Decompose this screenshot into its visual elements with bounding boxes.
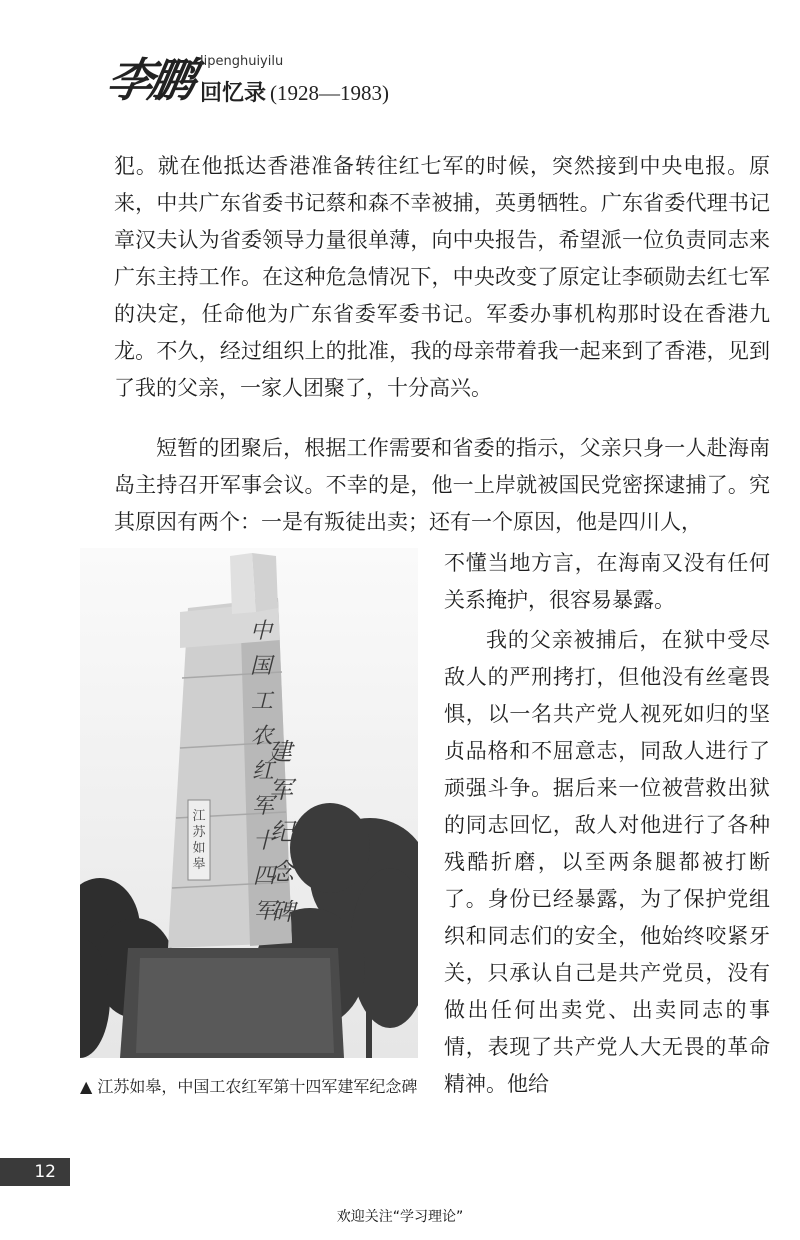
svg-text:苏: 苏 xyxy=(192,825,206,840)
book-title-text: 回忆录 xyxy=(200,81,267,106)
svg-text:中: 中 xyxy=(249,619,273,644)
svg-text:工: 工 xyxy=(250,689,274,714)
paragraph-3: 不懂当地方言，在海南又没有任何关系掩护，很容易暴露。 xyxy=(444,551,770,612)
monument-illustration xyxy=(80,548,418,1058)
svg-text:念: 念 xyxy=(270,858,294,886)
svg-text:四: 四 xyxy=(252,864,276,889)
svg-text:皋: 皋 xyxy=(192,857,206,872)
svg-text:农: 农 xyxy=(250,724,274,749)
book-title xyxy=(200,76,389,107)
svg-text:江: 江 xyxy=(192,809,206,824)
running-header xyxy=(102,44,508,114)
svg-text:十: 十 xyxy=(252,829,276,854)
calligraphy-logo: 李鹏 xyxy=(102,53,197,107)
svg-text:如: 如 xyxy=(192,841,206,856)
paragraph-4: 我的父亲被捕后，在狱中受尽敌人的严刑拷打，但他没有丝毫畏惧，以一名共产党人视死如归的坚贞品格和不屈意志，同敌人进行了顽强斗争。据后来一位被营救出狱的同志回忆，敌人对他进行了各种残酷折磨，以至两条腿都被打断了。身份已经暴露，为了保护党组织和同志们的安全，他始终咬紧牙关，只承认自己是共产党员，没有做出任何出卖党、出卖同志的事情，表现了共产党人大无畏的革命精神。他给 xyxy=(444,628,770,1096)
page-number-rule xyxy=(68,1158,70,1186)
footer-note: 欢迎关注“学习理论” xyxy=(336,1209,464,1225)
svg-text:红: 红 xyxy=(251,759,275,784)
monument-photo xyxy=(80,548,418,1058)
svg-text:国: 国 xyxy=(249,654,273,679)
page-number: 12 xyxy=(0,1158,68,1186)
svg-text:建: 建 xyxy=(268,738,292,766)
header-pinyin: lipenghuiyilu xyxy=(200,54,284,69)
paragraph-2: 短暂的团聚后，根据工作需要和省委的指示，父亲只身一人赴海南岛主持召开军事会议。不幸的是，他一上岸就被国民党密探逮捕了。究其原因有两个：一是有叛徒出卖；还有一个原因，他是四川人， xyxy=(114,436,770,534)
svg-text:军: 军 xyxy=(251,794,275,819)
photo-caption: ▲ 江苏如皋，中国工农红军第十四军建军纪念碑 xyxy=(80,1077,418,1096)
svg-text:军: 军 xyxy=(269,776,293,804)
svg-text:碑: 碑 xyxy=(271,898,295,926)
book-years: (1928—1983) xyxy=(270,81,390,105)
paragraph-1: 犯。就在他抵达香港准备转往红七军的时候，突然接到中央电报。原来，中共广东省委书记蔡和森不幸被捕，英勇牺牲。广东省委代理书记章汉夫认为省委领导力量很单薄，向中央报告，希望派一位负责同志来广东主持工作。在这种危急情况下，中央改变了原定让李硕勋去红七军的决定，任命他为广东省委军委书记。军委办事机构那时设在香港九龙。不久，经过组织上的批准，我的母亲带着我一起来到了香港，见到了我的父亲，一家人团聚了，十分高兴。 xyxy=(114,154,770,400)
svg-text:军: 军 xyxy=(253,899,277,924)
svg-text:纪: 纪 xyxy=(270,818,294,846)
